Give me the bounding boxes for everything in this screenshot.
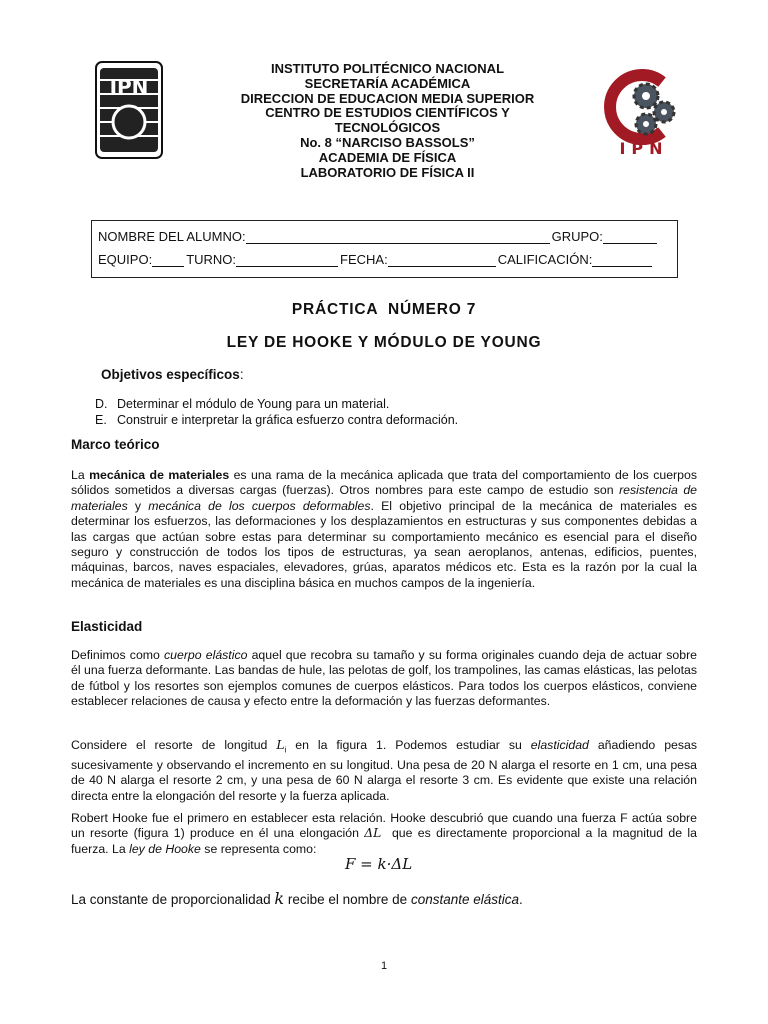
svg-text:IPN: IPN bbox=[619, 139, 669, 158]
student-row-2 bbox=[98, 252, 654, 267]
objectives-heading-text: Objetivos específicos bbox=[101, 367, 240, 382]
text-run: La bbox=[71, 468, 90, 482]
italic-term: resistencia de materiales bbox=[71, 483, 697, 513]
group-field[interactable] bbox=[603, 230, 657, 244]
header-line: CENTRO DE ESTUDIOS CIENTÍFICOS Y bbox=[265, 105, 510, 121]
group-label: GRUPO: bbox=[551, 229, 603, 244]
text-run: y bbox=[127, 498, 149, 513]
shift-label: TURNO: bbox=[186, 252, 237, 267]
variable: k bbox=[274, 889, 285, 908]
italic-term: ley de Hooke bbox=[129, 841, 201, 856]
objectives-list bbox=[95, 396, 458, 428]
team-label: EQUIPO: bbox=[98, 252, 153, 267]
name-field[interactable] bbox=[246, 230, 550, 244]
variable-subscript: i bbox=[284, 745, 287, 755]
page-number: 1 bbox=[380, 960, 388, 972]
text-run: Considere el resorte de longitud bbox=[71, 738, 277, 752]
practice-title: PRÁCTICA NÚMERO 7 bbox=[291, 301, 477, 318]
text-run: aquel que recobra su tamaño y su forma originales cuando deja de actuar sobre él una fuerza deformante. Las bandas de hule, las pelotas de golf, los trampolines, las camas elásticas, las pelotas de fútbol y los resortes son ejemplos comunes de cuerpos elásticos. Para todos los cuerpos elásticos, conviene establecer relaciones de causa y efecto entre la deformación y las fuerzas deformantes. bbox=[71, 648, 698, 709]
ipn-logo-left bbox=[90, 60, 168, 160]
header-line: ACADEMIA DE FÍSICA bbox=[318, 149, 457, 165]
student-row-1 bbox=[98, 229, 659, 244]
grade-field[interactable] bbox=[592, 253, 652, 267]
elasticidad-paragraph-1 bbox=[71, 648, 697, 710]
elasticidad-paragraph-2 bbox=[71, 738, 697, 804]
list-item bbox=[95, 396, 458, 412]
hooke-equation: F = k·ΔL bbox=[345, 855, 413, 873]
elasticidad-heading: Elasticidad bbox=[71, 619, 143, 634]
variable: L bbox=[276, 738, 285, 752]
italic-term: cuerpo elástico bbox=[164, 648, 248, 662]
name-label: NOMBRE DEL ALUMNO: bbox=[98, 229, 246, 244]
text-run: en la figura 1. Podemos estudiar su bbox=[286, 738, 531, 752]
text-run: . bbox=[519, 892, 523, 907]
constant-sentence bbox=[71, 889, 523, 908]
date-label: FECHA: bbox=[340, 252, 388, 267]
marco-paragraph bbox=[71, 468, 697, 591]
header-line: No. 8 “NARCISO BASSOLS” bbox=[300, 134, 475, 150]
grade-label: CALIFICACIÓN: bbox=[497, 252, 593, 267]
date-field[interactable] bbox=[388, 253, 496, 267]
header-line: SECRETARÍA ACADÉMICA bbox=[304, 75, 471, 91]
text-run: Robert Hooke fue el primero en establecer esta relación. Hooke descubrió que cuando una fuerza F actúa sobre un resorte (figura 1) produce en él una elongación bbox=[71, 811, 697, 841]
list-letter: D. bbox=[95, 397, 108, 411]
list-item bbox=[95, 412, 458, 428]
list-letter: E. bbox=[95, 413, 107, 427]
math-delta: ΔL bbox=[364, 826, 382, 841]
text-run: recibe el nombre de bbox=[284, 892, 411, 907]
header-line: DIRECCION DE EDUCACION MEDIA SUPERIOR bbox=[240, 90, 535, 106]
text-run: Definimos como bbox=[71, 648, 165, 662]
list-text: Determinar el módulo de Young para un material. bbox=[117, 397, 390, 411]
svg-text:IPN: IPN bbox=[109, 75, 149, 99]
text-run: añadiendo pesas sucesivamente y observando el incremento en su longitud. Una pesa de 20 N alarga el resorte en 1 cm, una pesa de 40 N alarga el resorte 2 cm, y una pesa de 60 N alarga el resorte 3 cm. Es evidente que existe una relación directa entre la elongación del resorte y la fuerza aplicada. bbox=[71, 738, 698, 803]
objectives-heading bbox=[101, 367, 244, 382]
italic-term: mecánica de los cuerpos deformables bbox=[148, 498, 371, 513]
header-line: LABORATORIO DE FÍSICA II bbox=[300, 164, 475, 180]
italic-term: constante elástica bbox=[410, 892, 520, 907]
shift-field[interactable] bbox=[236, 253, 338, 267]
team-field[interactable] bbox=[152, 253, 184, 267]
list-text: Construir e interpretar la gráfica esfuerzo contra deformación. bbox=[117, 413, 459, 427]
italic-term: elasticidad bbox=[530, 738, 589, 752]
elasticidad-paragraph-3 bbox=[71, 811, 701, 857]
header-line: TECNOLÓGICOS bbox=[334, 120, 441, 136]
practice-subtitle: LEY DE HOOKE Y MÓDULO DE YOUNG bbox=[226, 334, 542, 351]
cecyt-logo-right bbox=[600, 60, 688, 160]
header-line: INSTITUTO POLITÉCNICO NACIONAL bbox=[270, 61, 505, 76]
objectives-colon: : bbox=[239, 367, 244, 382]
text-run: se representa como: bbox=[200, 841, 317, 856]
student-info-box bbox=[91, 220, 678, 278]
marco-heading: Marco teórico bbox=[71, 437, 160, 452]
text-run: . El objetivo principal de la mecánica de materiales es determinar los esfuerzos, las deformaciones y los desplazamientos en estructuras y sus componentes debidas a las cargas que actúan sobre estas para determinar su comportamiento mecánico es esencial para el diseño seguro y construcción de todos los tipos de estructuras, ya sean aeroplanos, antenas, edificios, puentes, máquinas, barcos, naves espaciales, elevadores, grúas, aparatos médicos etc. Esta es la razón por la cual la mecánica de materiales es una disciplina básica en muchos campos de la ingeniería. bbox=[71, 498, 698, 590]
institution-header bbox=[180, 62, 595, 180]
text-run: es una rama de la mecánica aplicada que trata del comportamiento de los cuerpos sólidos sometidos a diversas cargas (fuerzas). Otros nombres para este campo de estudio son bbox=[71, 468, 697, 498]
bold-term: mecánica de materiales bbox=[89, 468, 230, 482]
text-run: que es directamente proporcional a la magnitud de la fuerza. La bbox=[71, 826, 701, 856]
text-run: La constante de proporcionalidad bbox=[71, 892, 275, 907]
